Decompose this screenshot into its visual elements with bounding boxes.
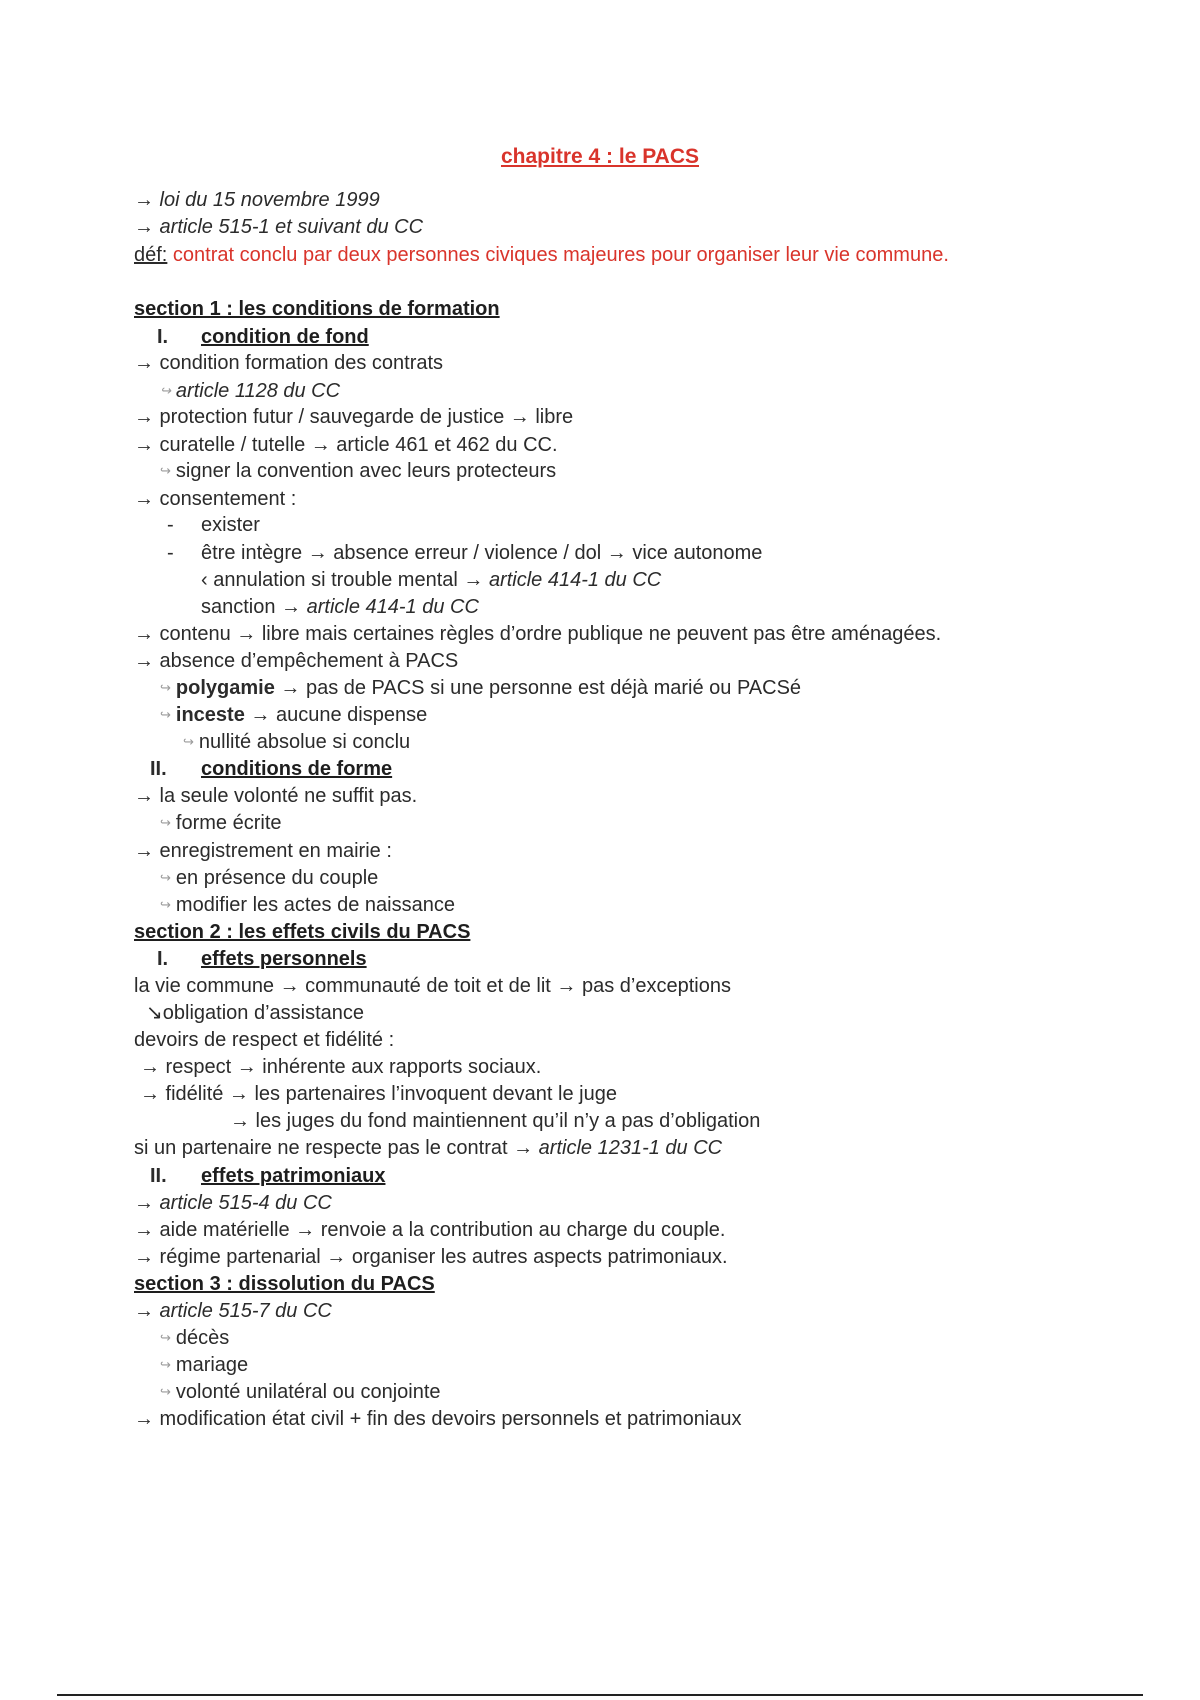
sub-line-text: nullité absolue si conclu xyxy=(198,731,411,753)
list-item: exister xyxy=(201,514,260,536)
sub-line-text: forme écrite xyxy=(175,812,282,834)
sub-line-text: en présence du couple xyxy=(175,867,379,889)
article-ref: article 414-1 du CC xyxy=(488,569,662,591)
line: → fidélité → les partenaires l’invoquent devant le juge xyxy=(140,1083,617,1105)
line: → consentement : xyxy=(134,488,297,510)
line: → contenu → libre mais certaines règles d’ordre publique ne peuvent pas être aménagées. xyxy=(134,623,942,645)
line: → article 515-7 du CC xyxy=(134,1300,332,1322)
line: → la seule volonté ne suffit pas. xyxy=(134,785,418,807)
line-text: si un partenaire ne respecte pas le contrat → xyxy=(134,1137,539,1159)
section-1-part-1-number: I. xyxy=(157,326,169,348)
article-ref: article 414-1 du CC xyxy=(306,596,479,618)
hook-arrow-icon: ↪ xyxy=(160,870,171,885)
hook-arrow-icon: ↪ xyxy=(183,734,194,749)
hook-arrow-icon: ↪ xyxy=(160,463,171,478)
line: → curatelle / tutelle → article 461 et 462 du CC. xyxy=(134,434,558,456)
sub-line-text: volonté unilatéral ou conjointe xyxy=(175,1381,441,1403)
line: ↘obligation d’assistance xyxy=(146,1002,364,1024)
line xyxy=(201,568,661,592)
sub-line-text: → aucune dispense xyxy=(244,704,428,726)
dash-bullet: - xyxy=(167,542,174,564)
hook-arrow-icon: ↪ xyxy=(160,897,171,912)
hook-arrow-icon: ↪ xyxy=(160,1330,171,1345)
sub-line-text: signer la convention avec leurs protecteurs xyxy=(175,460,557,482)
sub-line xyxy=(160,379,340,405)
sub-line xyxy=(160,811,282,837)
article-ref: article 1231-1 du CC xyxy=(538,1137,723,1159)
sub-line-text: mariage xyxy=(175,1354,249,1376)
sub-line xyxy=(160,459,556,485)
sub-line-text: modifier les actes de naissance xyxy=(175,894,455,916)
section-2-heading: section 2 : les effets civils du PACS xyxy=(134,921,471,943)
line: → modification état civil + fin des devoirs personnels et patrimoniaux xyxy=(134,1408,742,1430)
sub-line-text: article 1128 du CC xyxy=(175,380,341,402)
section-1-part-2-heading: conditions de forme xyxy=(201,758,393,780)
keyword: polygamie xyxy=(175,677,275,699)
keyword: inceste xyxy=(175,704,245,726)
line: → condition formation des contrats xyxy=(134,352,444,374)
hook-arrow-icon: ↪ xyxy=(160,680,171,695)
hook-arrow-icon: ↪ xyxy=(160,1384,171,1399)
sub-line xyxy=(183,730,410,756)
hook-arrow-icon: ↪ xyxy=(160,707,171,722)
line: → les juges du fond maintiennent qu’il n’y a pas d’obligation xyxy=(230,1110,761,1132)
section-2-part-1-number: I. xyxy=(157,948,169,970)
intro-article: → article 515-1 et suivant du CC xyxy=(134,216,424,238)
line: → absence d’empêchement à PACS xyxy=(134,650,459,672)
section-2-part-1-heading: effets personnels xyxy=(201,948,367,970)
line-text: ‹ annulation si trouble mental → xyxy=(201,569,489,591)
definition-text: contrat conclu par deux personnes civiques majeures pour organiser leur vie commune. xyxy=(167,244,949,266)
list-item: être intègre → absence erreur / violence / dol → vice autonome xyxy=(201,542,763,564)
sub-line-text: décès xyxy=(175,1327,230,1349)
sub-line xyxy=(160,1380,441,1406)
hook-arrow-icon: ↪ xyxy=(160,1357,171,1372)
definition-label: déf: xyxy=(134,244,168,266)
sub-line xyxy=(160,676,801,702)
line: → respect → inhérente aux rapports sociaux. xyxy=(140,1056,542,1078)
sub-line xyxy=(160,1326,229,1352)
section-3-heading: section 3 : dissolution du PACS xyxy=(134,1273,435,1295)
hook-arrow-icon: ↪ xyxy=(160,815,171,830)
sub-line xyxy=(160,866,378,892)
line xyxy=(134,1136,722,1160)
footer-rule xyxy=(57,1694,1143,1696)
sub-line xyxy=(160,893,455,919)
intro-law: → loi du 15 novembre 1999 xyxy=(134,189,380,211)
sub-line xyxy=(160,1353,248,1379)
hook-arrow-icon: ↪ xyxy=(160,383,171,398)
line: → protection futur / sauvegarde de justice → libre xyxy=(134,406,574,428)
line: → article 515-4 du CC xyxy=(134,1192,332,1214)
definition-line xyxy=(134,243,949,267)
section-2-part-2-number: II. xyxy=(150,1165,167,1187)
page-title: chapitre 4 : le PACS xyxy=(500,145,699,168)
line xyxy=(201,595,479,619)
section-1-heading: section 1 : les conditions de formation xyxy=(134,298,500,320)
sub-line-text: → pas de PACS si une personne est déjà marié ou PACSé xyxy=(274,677,802,699)
line: la vie commune → communauté de toit et de lit → pas d’exceptions xyxy=(134,975,731,997)
section-2-part-2-heading: effets patrimoniaux xyxy=(201,1165,386,1187)
sub-line xyxy=(160,703,427,729)
line: → enregistrement en mairie : xyxy=(134,840,392,862)
line-text: sanction → xyxy=(201,596,307,618)
line: devoirs de respect et fidélité : xyxy=(134,1029,395,1051)
section-1-part-2-number: II. xyxy=(150,758,167,780)
section-1-part-1-heading: condition de fond xyxy=(201,326,369,348)
line: → régime partenarial → organiser les autres aspects patrimoniaux. xyxy=(134,1246,728,1268)
dash-bullet: - xyxy=(167,514,174,536)
line: → aide matérielle → renvoie a la contribution au charge du couple. xyxy=(134,1219,726,1241)
